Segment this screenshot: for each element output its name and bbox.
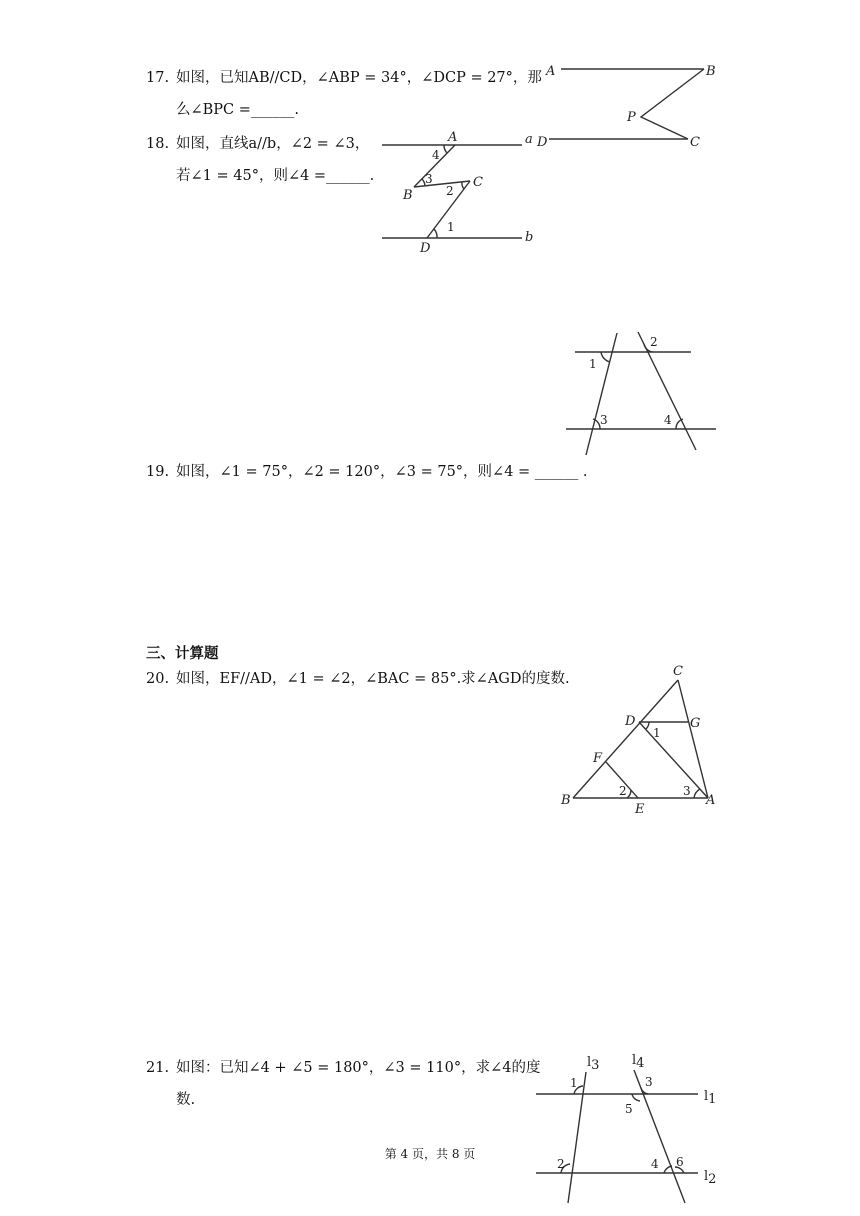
question-number: 17. (146, 70, 170, 86)
question-text: 如图：已知∠4 + ∠5 = 180°，∠3 = 110°，求∠4的度 (176, 1060, 541, 1076)
label-a: A (706, 793, 716, 808)
question-text: 如图，∠1 = 75°，∠2 = 120°，∠3 = 75°，则∠4 = ______ . (176, 464, 588, 480)
question-number: 19. (146, 464, 170, 480)
angle-label-1: 1 (653, 726, 661, 740)
label-b: B (403, 188, 413, 203)
angle-label-1: 1 (589, 357, 597, 371)
question-text-continued: 么∠BPC =______. (176, 102, 300, 118)
question-text: 如图，EF//AD，∠1 = ∠2，∠BAC = 85°.求∠AGD的度数. (176, 671, 570, 687)
question-number: 21. (146, 1060, 170, 1076)
section-title: 三、计算题 (146, 645, 219, 662)
angle-label-3: 3 (683, 784, 691, 798)
label-c: C (473, 175, 483, 190)
question-number: 20. (146, 671, 170, 687)
label-f: F (593, 751, 603, 766)
angle-label-2: 2 (650, 335, 658, 349)
label-l3: l3 (587, 1055, 600, 1073)
label-g: G (690, 716, 701, 731)
page-footer: 第 4 页，共 8 页 (384, 1147, 476, 1161)
angle-label-3: 3 (600, 413, 608, 427)
question-number: 18. (146, 136, 170, 152)
label-l4: l4 (632, 1053, 645, 1071)
angle-label-3: 3 (425, 172, 433, 186)
line-l3 (568, 1072, 586, 1203)
label-c: C (690, 135, 700, 150)
angle-label-2: 2 (557, 1157, 565, 1171)
label-line-a: a (525, 132, 533, 147)
angle-label-2: 2 (446, 184, 454, 198)
label-d: D (537, 135, 548, 150)
label-b: B (706, 64, 716, 79)
angle-arc-5 (632, 1094, 640, 1101)
label-d: D (625, 714, 636, 729)
label-l1: l1 (704, 1089, 717, 1107)
label-p: P (627, 110, 636, 125)
label-d: D (420, 241, 431, 256)
label-l2: l2 (704, 1169, 717, 1187)
label-a: A (448, 130, 458, 145)
question-text-continued: 数. (176, 1092, 196, 1108)
label-c: C (673, 664, 683, 679)
angle-label-6: 6 (676, 1155, 684, 1169)
question-text: 如图，已知AB//CD，∠ABP = 34°，∠DCP = 27°，那 (176, 70, 542, 86)
angle-label-4: 4 (664, 413, 672, 427)
angle-label-2: 2 (619, 784, 627, 798)
angle-label-1: 1 (570, 1076, 578, 1090)
angle-label-5: 5 (625, 1102, 633, 1116)
label-e: E (635, 802, 645, 817)
angle-label-4: 4 (651, 1157, 659, 1171)
label-a: A (546, 64, 556, 79)
label-line-b: b (525, 230, 534, 245)
angle-label-4: 4 (432, 148, 440, 162)
angle-label-1: 1 (447, 220, 455, 234)
angle-label-3: 3 (645, 1075, 653, 1089)
question-text-continued: 若∠1 = 45°，则∠4 =______. (176, 168, 375, 184)
label-b: B (561, 793, 571, 808)
question-text: 如图，直线a//b，∠2 = ∠3， (176, 136, 370, 152)
